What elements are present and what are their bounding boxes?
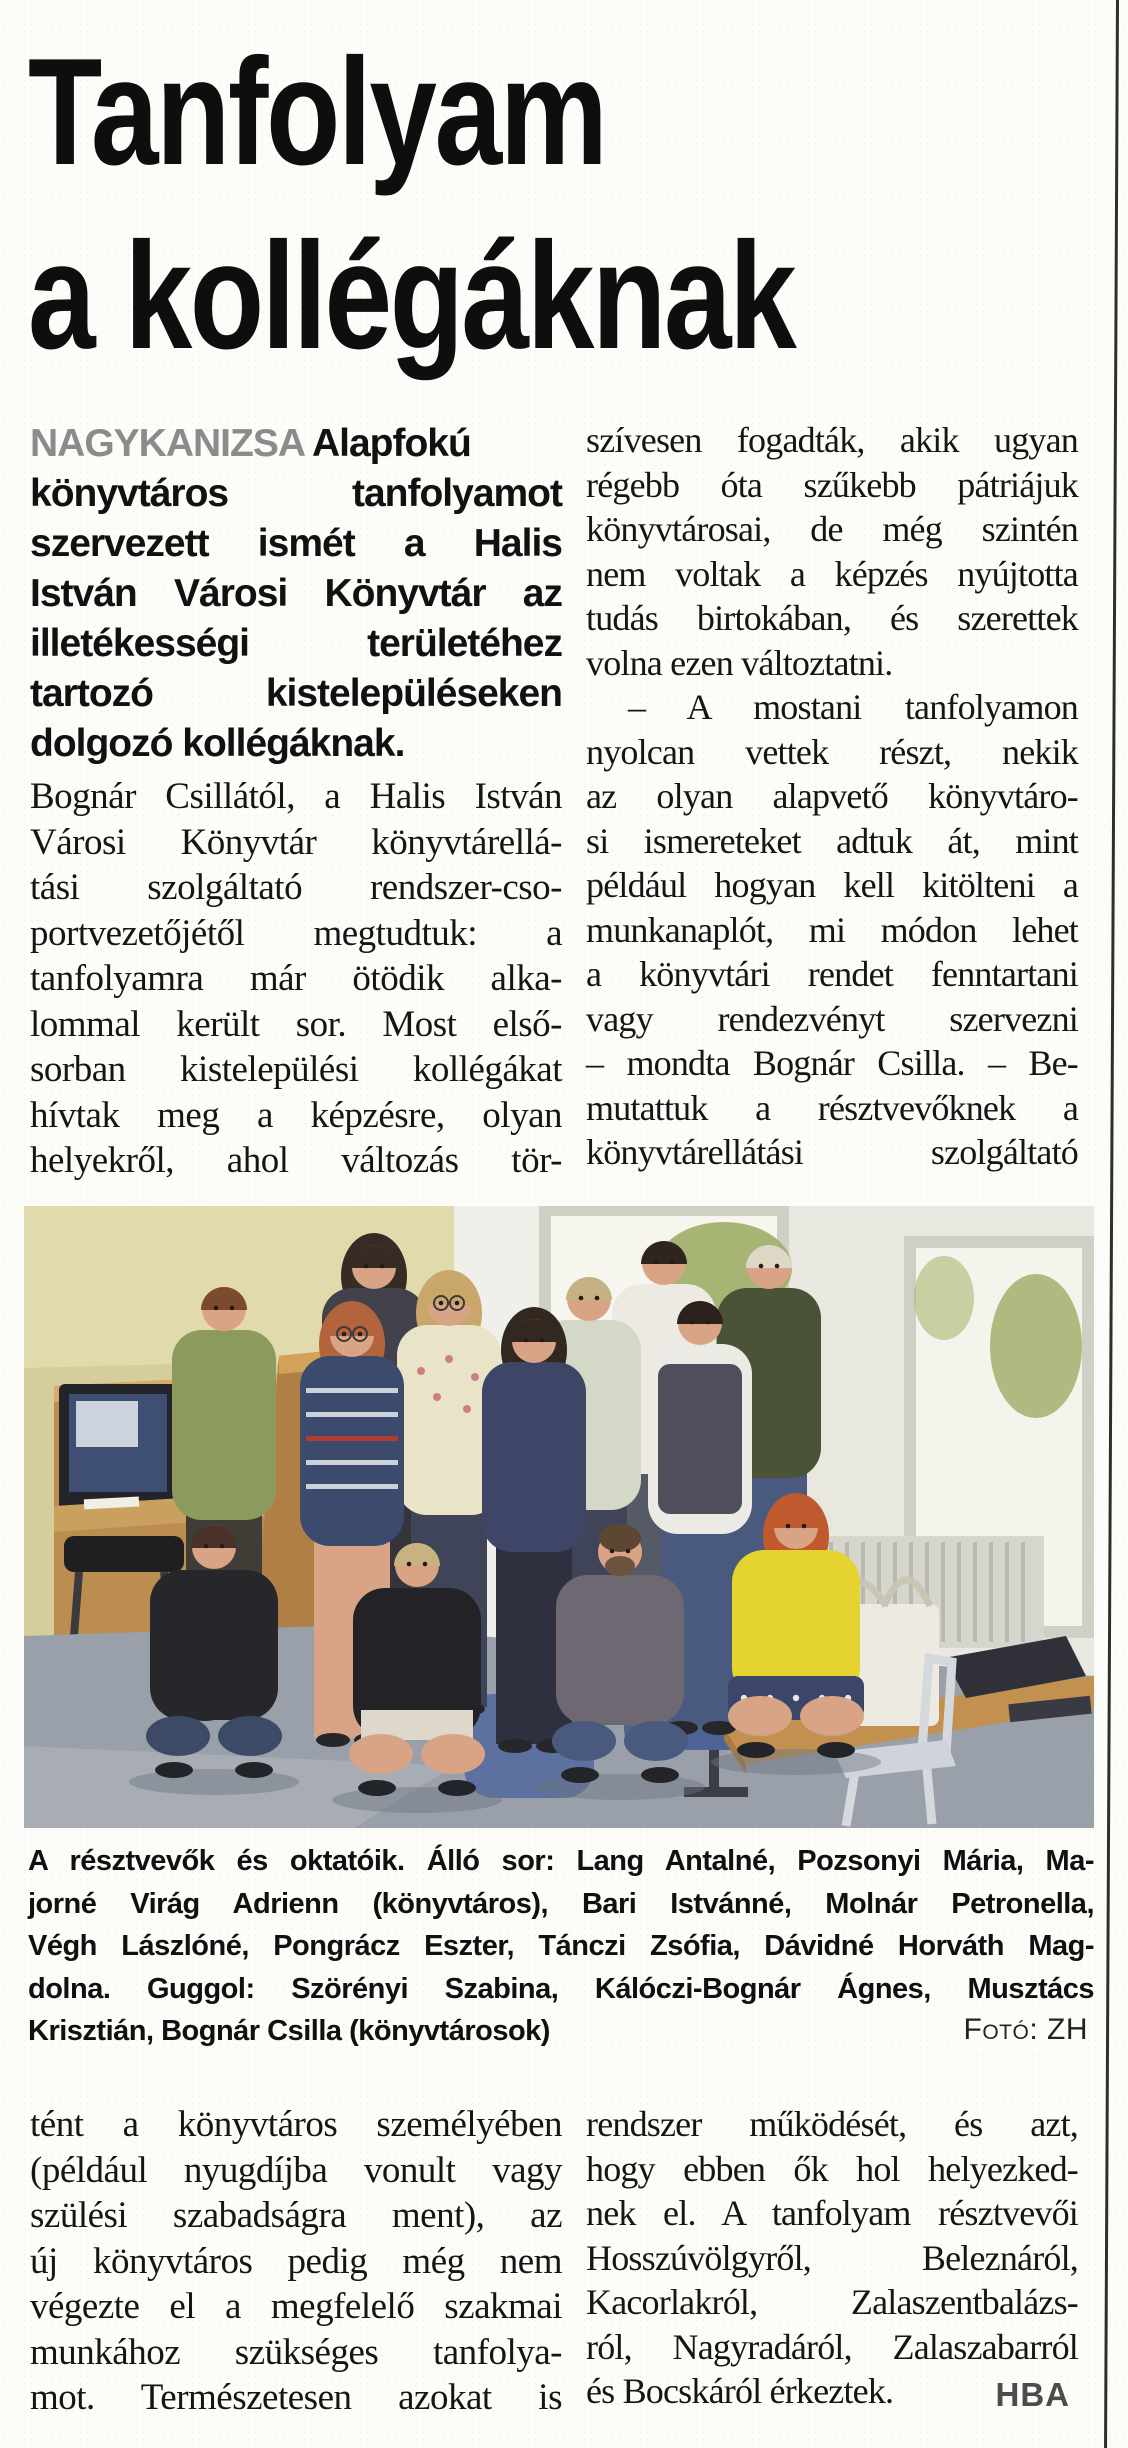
column-top-right <box>586 418 1078 1175</box>
text-line: (például nyugdíjba vonult vagy <box>30 2149 562 2191</box>
text-line: – mondta Bognár Csilla. – Be- <box>586 1043 1078 1083</box>
headline-line-1: Tanfolyam <box>28 27 606 197</box>
text-line: tudás birtokában, és szerettek <box>586 598 1078 638</box>
text-line: és Bocskáról érkeztek. <box>586 2371 894 2411</box>
text-line: illetékességi területéhez <box>30 622 562 665</box>
text-line: Kacorlakról, Zalaszentbalázs- <box>586 2282 1078 2322</box>
text-line: Városi Könyvtár könyvtárellá- <box>30 821 562 863</box>
article-headline <box>28 20 1068 388</box>
column-top-left <box>30 774 562 1184</box>
headline-line-2: a kollégáknak <box>28 211 795 381</box>
text-line: nek el. A tanfolyam résztvevői <box>586 2193 1078 2233</box>
text-line: portvezetőjétől megtudtuk: a <box>30 912 562 954</box>
text-line: végezte el a megfelelő szakmai <box>30 2286 562 2327</box>
text-line: ról, Nagyradáról, Zalaszabarról <box>586 2326 1078 2367</box>
text-line: szülési szabadságra ment), az <box>30 2195 562 2236</box>
text-line: hívtak meg a képzésre, olyan <box>30 1094 562 1136</box>
text-line: volna ezen változtatni. <box>586 642 893 683</box>
text-line: Bognár Csillától, a Halis István <box>30 776 562 817</box>
group-photo-illustration <box>24 1206 1094 1828</box>
text-line: tartozó kistelepüléseken <box>30 672 562 715</box>
text-line: tént a könyvtáros személyében <box>30 2104 562 2145</box>
text-line: szervezett ismét a Halis <box>30 522 562 565</box>
text-line: A résztvevők és oktatóik. Álló sor: Lang Antalné, Pozsonyi Mária, Ma- <box>28 1845 1094 1877</box>
text-line: István Városi Könyvtár az <box>30 572 562 615</box>
text-line: sorban kistelepülési kollégákat <box>30 1049 562 1090</box>
photo-caption <box>28 1840 1094 2053</box>
text-line: Hosszúvölgyről, Beleznáról, <box>586 2237 1078 2278</box>
text-line: szívesen fogadták, akik ugyan <box>586 420 1078 460</box>
text-line: si ismereteket adtuk át, mint <box>586 820 1078 861</box>
photo-credit: Fotó: ZH <box>950 2009 1088 2052</box>
text-line: – A mostani tanfolyamon <box>628 687 1078 727</box>
column-divider-rule <box>1104 0 1119 2448</box>
column-bottom-right <box>586 2102 1078 2414</box>
text-line: dolgozó kollégáknak. <box>30 722 405 765</box>
text-line: Végh Lászlóné, Pongrácz Eszter, Tánczi Zsófia, Dávidné Horváth Mag- <box>28 1930 1094 1962</box>
author-initials: HBA <box>995 2376 1070 2413</box>
text-line: nem voltak a képzés nyújtotta <box>586 553 1078 594</box>
lead-lines <box>30 469 562 769</box>
text-line: Krisztián, Bognár Csilla (könyvtárosok) <box>28 2015 550 2047</box>
text-line: dolna. Guggol: Szörényi Szabina, Kálóczi-Bognár Ágnes, Musztács <box>28 1972 1094 2005</box>
lead-first-line: Alapfokú <box>303 422 471 465</box>
text-line: mutattuk a résztvevőknek a <box>586 1087 1078 1128</box>
text-line: munkához szükséges tanfolya- <box>30 2331 562 2373</box>
text-line: tási szolgáltató rendszer-cso- <box>30 867 562 908</box>
text-line: rendszer működését, és azt, <box>586 2104 1078 2144</box>
text-line: tanfolyamra már ötödik alka- <box>30 958 562 999</box>
text-line: vagy rendezvényt szervezni <box>586 998 1078 1039</box>
text-line: mot. Természetesen azokat is <box>30 2377 562 2418</box>
text-line: jorné Virág Adrienn (könyvtáros), Bari Istvánné, Molnár Petronella, <box>28 1887 1094 1920</box>
column-bottom-left <box>30 2102 562 2421</box>
text-line: lommal került sor. Most első- <box>30 1003 562 1045</box>
article-photo <box>24 1206 1094 1828</box>
text-line: hogy ebben ők hol helyezked- <box>586 2148 1078 2189</box>
text-line: helyekről, ahol változás tör- <box>30 1140 562 1181</box>
text-line: régebb óta szűkebb pátriájuk <box>586 464 1078 505</box>
text-line: könyvtárosai, de még szintén <box>586 509 1078 549</box>
text-line: a könyvtári rendet fenntartani <box>586 954 1078 994</box>
text-line <box>30 419 562 469</box>
text-line: nyolcan vettek részt, nekik <box>586 731 1078 772</box>
text-line: az olyan alapvető könyvtáro- <box>586 776 1078 816</box>
text-line: könyvtárellátási szolgáltató <box>586 1132 1078 1172</box>
text-line: munkanaplót, mi módon lehet <box>586 909 1078 950</box>
text-line: például hogyan kell kitölteni a <box>586 865 1078 905</box>
article-lead <box>30 419 562 769</box>
text-line: új könyvtáros pedig még nem <box>30 2240 562 2282</box>
text-line: könyvtáros tanfolyamot <box>30 472 562 515</box>
location-tag: NAGYKANIZSA <box>30 422 304 465</box>
